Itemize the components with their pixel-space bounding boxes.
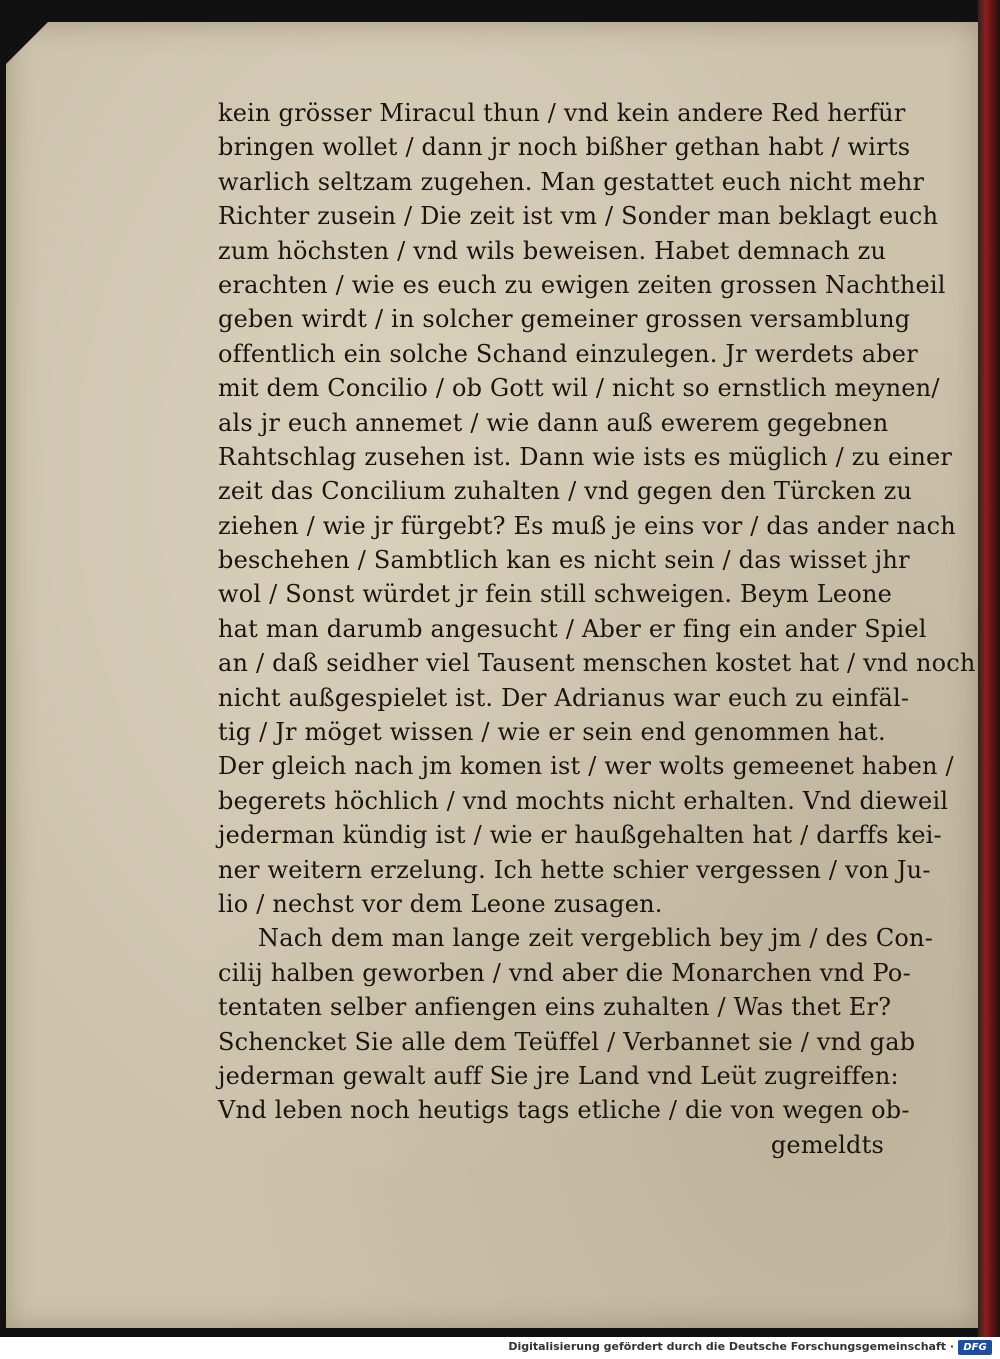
catchword: gemeldts (770, 1130, 884, 1159)
text-line: lio / nechst vor dem Leone zusagen. (218, 889, 663, 918)
text-line: geben wirdt / in solcher gemeiner grossen versamblung (218, 305, 911, 334)
text-line: beschehen / Sambtlich kan es nicht sein / das wisset jhr (218, 546, 910, 575)
text-line: bringen wollet / dann jr noch bißher gethan habt / wirts (218, 133, 911, 162)
text-line: Nach dem man lange zeit vergeblich bey jm / des Con- (258, 924, 934, 953)
text-line: jederman gewalt auff Sie jre Land vnd Leüt zugreiffen: (218, 1061, 899, 1090)
text-line: cilij halben geworben / vnd aber die Monarchen vnd Po- (218, 958, 911, 987)
text-line: mit dem Concilio / ob Gott wil / nicht so ernstlich meynen/ (218, 374, 940, 403)
text-line: begerets höchlich / vnd mochts nicht erhalten. Vnd dieweil (218, 786, 949, 815)
text-line: zum höchsten / vnd wils beweisen. Habet demnach zu (218, 236, 887, 265)
text-line: wol / Sonst würdet jr fein still schweigen. Beym Leone (218, 580, 893, 609)
text-line: nicht außgespielet ist. Der Adrianus war euch zu einfäl- (218, 683, 910, 712)
dfg-logo: DFG (958, 1340, 992, 1355)
page-text-block (218, 96, 976, 1162)
text-line: Der gleich nach jm komen ist / wer wolts gemeenet haben / (218, 752, 954, 781)
text-line: zeit das Concilium zuhalten / vnd gegen den Türcken zu (218, 477, 913, 506)
footer-bar (0, 1337, 1000, 1359)
page-corner-fold (6, 22, 48, 64)
text-line: an / daß seidher viel Tausent menschen kostet hat / vnd noch (218, 649, 976, 678)
text-line: tig / Jr möget wissen / wie er sein end genommen hat. (218, 718, 886, 747)
text-line: Vnd leben noch heutigs tags etliche / die von wegen ob- (218, 1096, 910, 1125)
text-line: als jr euch annemet / wie dann auß ewerem gegebnen (218, 408, 889, 437)
text-line: jederman kündig ist / wie er haußgehalten hat / darffs kei- (218, 821, 942, 850)
text-line: offentlich ein solche Schand einzulegen. Jr werdets aber (218, 339, 918, 368)
text-line: warlich seltzam zugehen. Man gestattet euch nicht mehr (218, 167, 925, 196)
text-line: Richter zusein / Die zeit ist vm / Sonder man beklagt euch (218, 202, 939, 231)
text-line: Rahtschlag zusehen ist. Dann wie ists es müglich / zu einer (218, 442, 953, 471)
text-line: ner weitern erzelung. Ich hette schier vergessen / von Ju- (218, 855, 931, 884)
text-line: tentaten selber anfiengen eins zuhalten / Was thet Er? (218, 993, 892, 1022)
funding-credit: Digitalisierung gefördert durch die Deutsche Forschungsgemeinschaft · (508, 1340, 954, 1353)
text-line: kein grösser Miracul thun / vnd kein andere Red herfür (218, 99, 906, 127)
text-line: hat man darumb angesucht / Aber er fing ein ander Spiel (218, 614, 927, 643)
text-line: erachten / wie es euch zu ewigen zeiten grossen Nachtheil (218, 270, 946, 299)
text-line: ziehen / wie jr fürgebt? Es muß je eins vor / das ander nach (218, 511, 956, 540)
book-spine-edge (978, 0, 1000, 1337)
text-line: Schencket Sie alle dem Teüffel / Verbannet sie / vnd gab (218, 1027, 916, 1056)
